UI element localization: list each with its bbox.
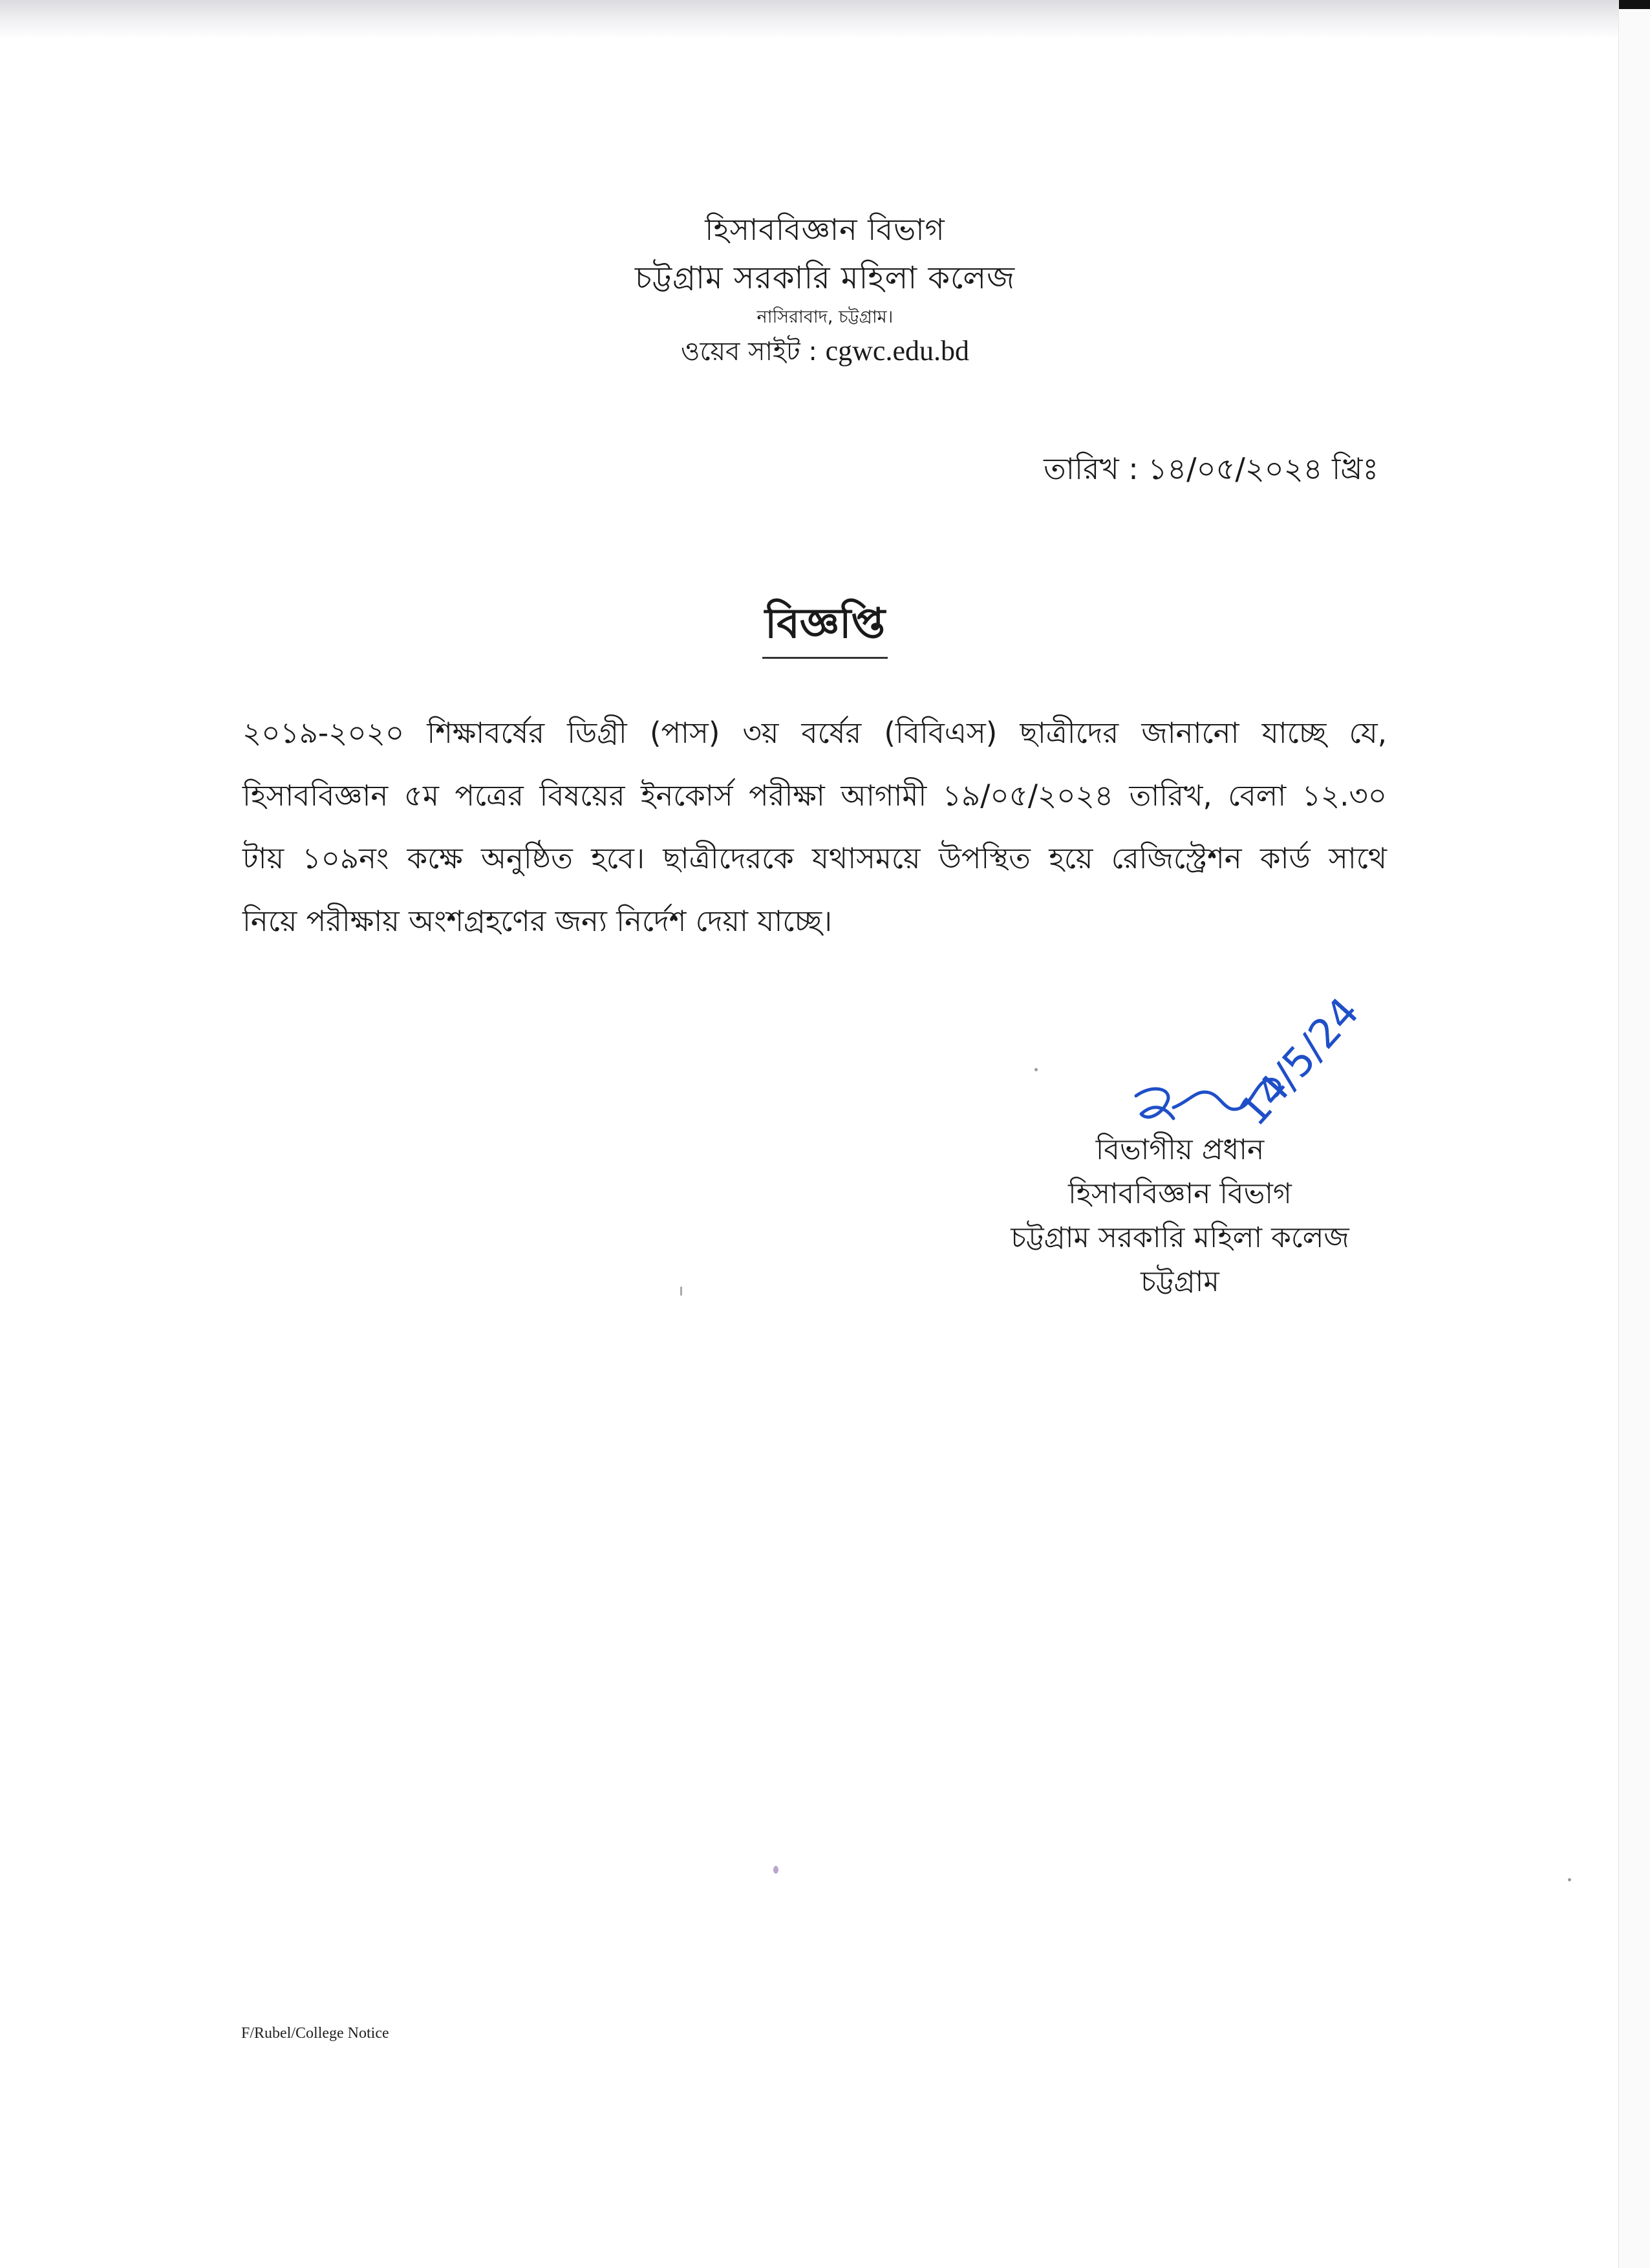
signatory-designation: বিভাগীয় প্রধান: [1095, 1133, 1265, 1166]
date-value: ১৪/০৫/২০২৪ খ্রিঃ: [1148, 451, 1378, 486]
letterhead-address: নাসিরাবাদ, চট্টগ্রাম।: [756, 307, 894, 327]
signature-initial: [1136, 1089, 1173, 1118]
scan-speck: [1568, 1878, 1571, 1881]
signatory-block: [970, 1128, 1390, 1304]
signature-date: 14/5/24: [1229, 988, 1369, 1135]
notice-body-line: নিয়ে পরীক্ষায় অংশগ্রহণের জন্য নির্দেশ দেয়া যাচ্ছে।: [242, 904, 833, 938]
notice-title: বিজ্ঞপ্তি: [762, 595, 888, 659]
website-label: ওয়েব সাইট :: [681, 337, 817, 367]
letterhead-website: [0, 334, 1650, 369]
notice-body-line: ২০১৯-২০২০ শিক্ষাবর্ষের ডিগ্রী (পাস) ৩য় বর্ষের (বিবিএস) ছাত্রীদের জানানো যাচ্ছে যে,: [242, 716, 1387, 750]
letterhead: [0, 207, 1650, 369]
scan-corner-shadow: [1619, 0, 1650, 9]
letterhead-college: চট্টগ্রাম সরকারি মহিলা কলেজ: [634, 260, 1016, 296]
scan-top-shading: [0, 0, 1650, 39]
notice-date: [1044, 446, 1378, 491]
notice-body-line: হিসাববিজ্ঞান ৫ম পত্রের বিষয়ের ইনকোর্স পরীক্ষা আগামী ১৯/০৫/২০২৪ তারিখ, বেলা ১২.৩০: [242, 778, 1387, 813]
signatory-city: চট্টগ্রাম: [1141, 1265, 1219, 1298]
letterhead-department: হিসাববিজ্ঞান বিভাগ: [705, 212, 945, 247]
scan-speck: [680, 1287, 682, 1296]
notice-body: [242, 701, 1387, 952]
scan-speck: [773, 1866, 778, 1874]
website-url: cgwc.edu.bd: [825, 335, 969, 367]
signatory-college: চট্টগ্রাম সরকারি মহিলা কলেজ: [1011, 1221, 1349, 1254]
footer-reference: F/Rubel/College Notice: [241, 2025, 389, 2042]
date-label: তারিখ :: [1044, 451, 1139, 486]
signature-date-mark: [1230, 989, 1368, 1135]
notice-title-wrap: [0, 595, 1650, 659]
signatory-department: হিসাববিজ্ঞান বিভাগ: [1068, 1177, 1292, 1210]
notice-body-line: টায় ১০৯নং কক্ষে অনুষ্ঠিত হবে। ছাত্রীদেরকে যথাসময়ে উপস্থিত হয়ে রেজিস্ট্রেশন কার্ড সাথে: [242, 841, 1387, 875]
scan-speck: [1034, 1068, 1038, 1071]
signature-strokes: [1136, 989, 1368, 1135]
